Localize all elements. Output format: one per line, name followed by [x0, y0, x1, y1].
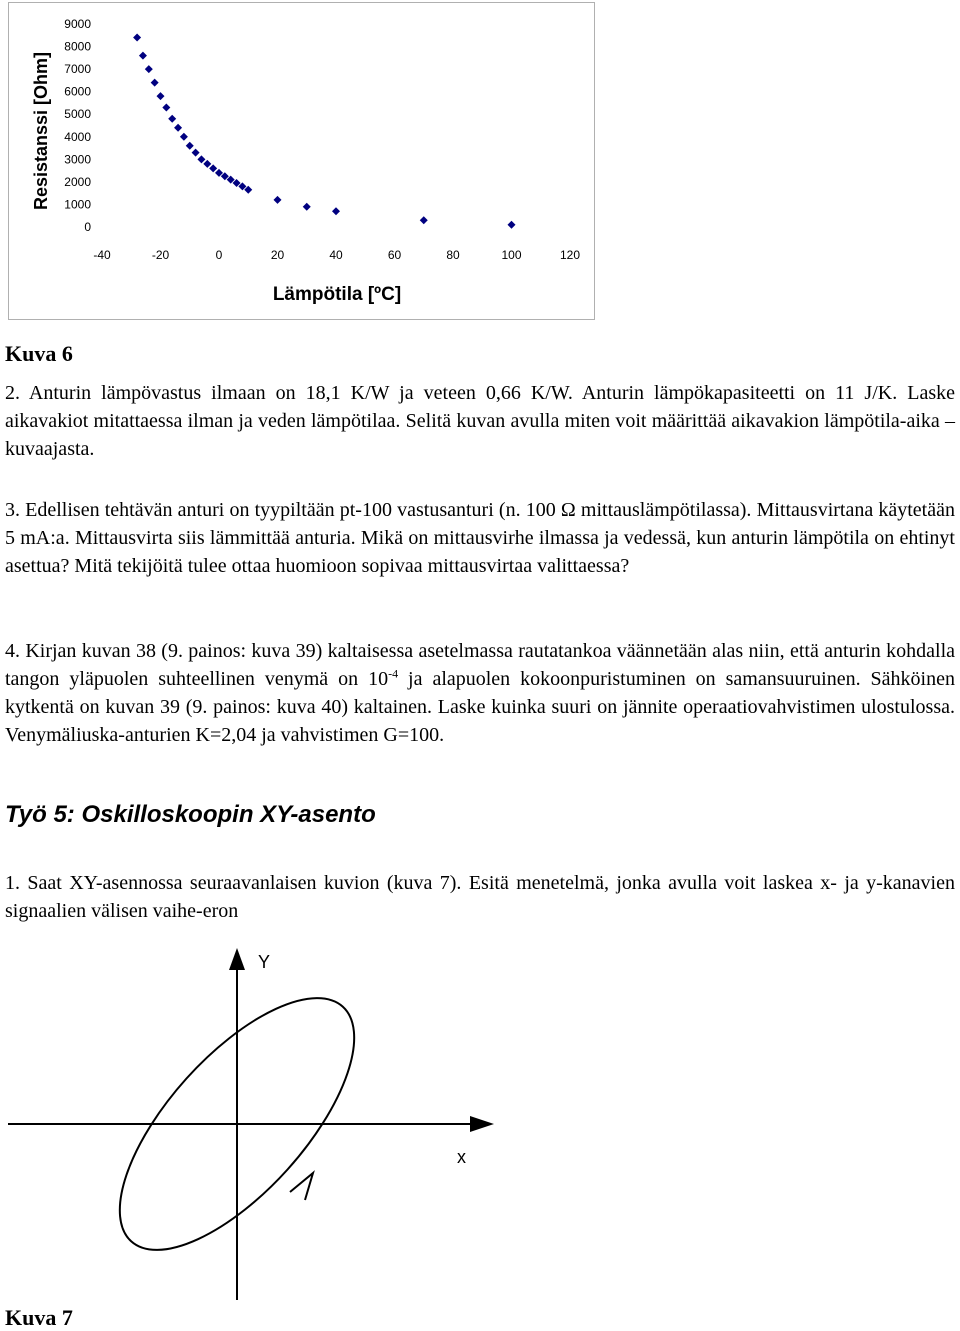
x-tick-label: 80: [446, 248, 460, 262]
exercise-2-text: 2. Anturin lämpövastus ilmaan on 18,1 K/W ja veteen 0,66 K/W. Anturin lämpökapasiteetti on 11 J/K. Laske aikavakiot mitattaessa ilman ja veden lämpötilaa. Selitä kuvan avulla miten voit määrittää aikavakion lämpötila-aika –kuvaajasta.: [5, 382, 955, 460]
y-tick-label: 9000: [64, 17, 91, 31]
data-point: [508, 221, 516, 229]
y-tick-label: 3000: [64, 152, 91, 167]
y-tick-label: 4000: [64, 129, 91, 144]
data-point: [332, 207, 340, 215]
section-heading: Työ 5: Oskilloskoopin XY-asento: [5, 801, 376, 828]
data-point: [145, 65, 153, 73]
y-tick-label: 0: [84, 220, 91, 234]
data-point: [151, 79, 159, 87]
data-point: [168, 115, 176, 123]
x-axis-arrow: [470, 1116, 494, 1132]
data-point: [192, 149, 200, 157]
x-tick-label: 20: [270, 248, 285, 262]
data-point: [209, 164, 217, 172]
x-tick-label: 60: [387, 248, 402, 262]
x-tick-label: -20: [151, 248, 170, 262]
data-point: [174, 124, 182, 132]
y-axis-label: Resistanssi [Ohm]: [31, 51, 51, 211]
x-axis-label: x: [457, 1147, 466, 1167]
data-point: [139, 52, 147, 60]
y-axis-arrow: [229, 948, 245, 970]
y-tick-label: 5000: [64, 107, 91, 122]
exercise-4-text-part-1: 4. Kirjan kuvan 38 (9. painos: kuva 39) kaltaisessa asetelmassa rautatankoa väännetään alas niin, että anturin kohdalla tangon yläpuolen suhteellinen venymä on 10: [5, 640, 955, 690]
data-point: [186, 142, 194, 150]
y-axis-label: Y: [258, 952, 271, 972]
y-tick-label: 2000: [64, 174, 91, 189]
data-point: [157, 92, 165, 100]
y-tick-label: 8000: [64, 39, 91, 54]
resistance-temperature-chart: [9, 3, 594, 319]
exercise-3-text: 3. Edellisen tehtävän anturi on tyypiltään pt-100 vastusanturi (n. 100 Ω mittauslämpötilassa). Mittausvirtana käytetään 5 mA:a. Mittausvirta siis lämmittää anturia. Mikä on mittausvirhe ilmassa ja vedessä, kun anturin lämpötila on ehtinyt asettua? Mitä tekijöitä tulee ottaa huomioon sopivaa mittausvirtaa valittaessa?: [5, 499, 955, 577]
direction-arrow: [290, 1173, 313, 1200]
x-tick-label: -40: [93, 248, 111, 262]
y-tick-label: 1000: [64, 197, 91, 212]
data-point: [162, 103, 170, 111]
exercise-4-text: [5, 637, 955, 749]
data-point: [303, 203, 311, 211]
y-tick-label: 6000: [64, 84, 91, 99]
exercise-4-text-part-2: ja alapuolen kokoonpuristuminen on samansuuruinen. Sähköinen kytkentä on kuvan 39 (9. painos: kuva 40) kaltainen. Laske kuinka suuri on jännite operaatiovahvistimen ulostulossa. Venymäliuska-anturien K=2,04 ja vahvistimen G=100.: [5, 668, 955, 746]
x-tick-label: 40: [329, 248, 343, 262]
y-tick-label: 7000: [64, 62, 91, 77]
data-point: [420, 216, 428, 224]
data-point: [180, 133, 188, 141]
chart-frame: [8, 2, 595, 320]
figure-caption-kuva-7: Kuva 7: [5, 1305, 73, 1330]
data-point: [274, 196, 282, 204]
x-axis-label: Lämpötila [ºC]: [272, 284, 402, 305]
x-tick-label: 0: [215, 248, 223, 262]
xy-oscilloscope-figure: [0, 930, 560, 1310]
x-tick-label: 120: [559, 248, 581, 262]
figure-caption-kuva-6: Kuva 6: [5, 341, 73, 366]
data-point: [133, 34, 141, 42]
exercise-5-text: 1. Saat XY-asennossa seuraavanlaisen kuvion (kuva 7). Esitä menetelmä, jonka avulla voit laskea x- ja y-kanavien signaalien välisen vaihe-eron: [5, 872, 955, 922]
x-tick-label: 100: [501, 248, 522, 262]
exercise-4-exponent: -4: [388, 666, 399, 681]
data-point: [203, 160, 211, 168]
data-point: [197, 155, 205, 163]
